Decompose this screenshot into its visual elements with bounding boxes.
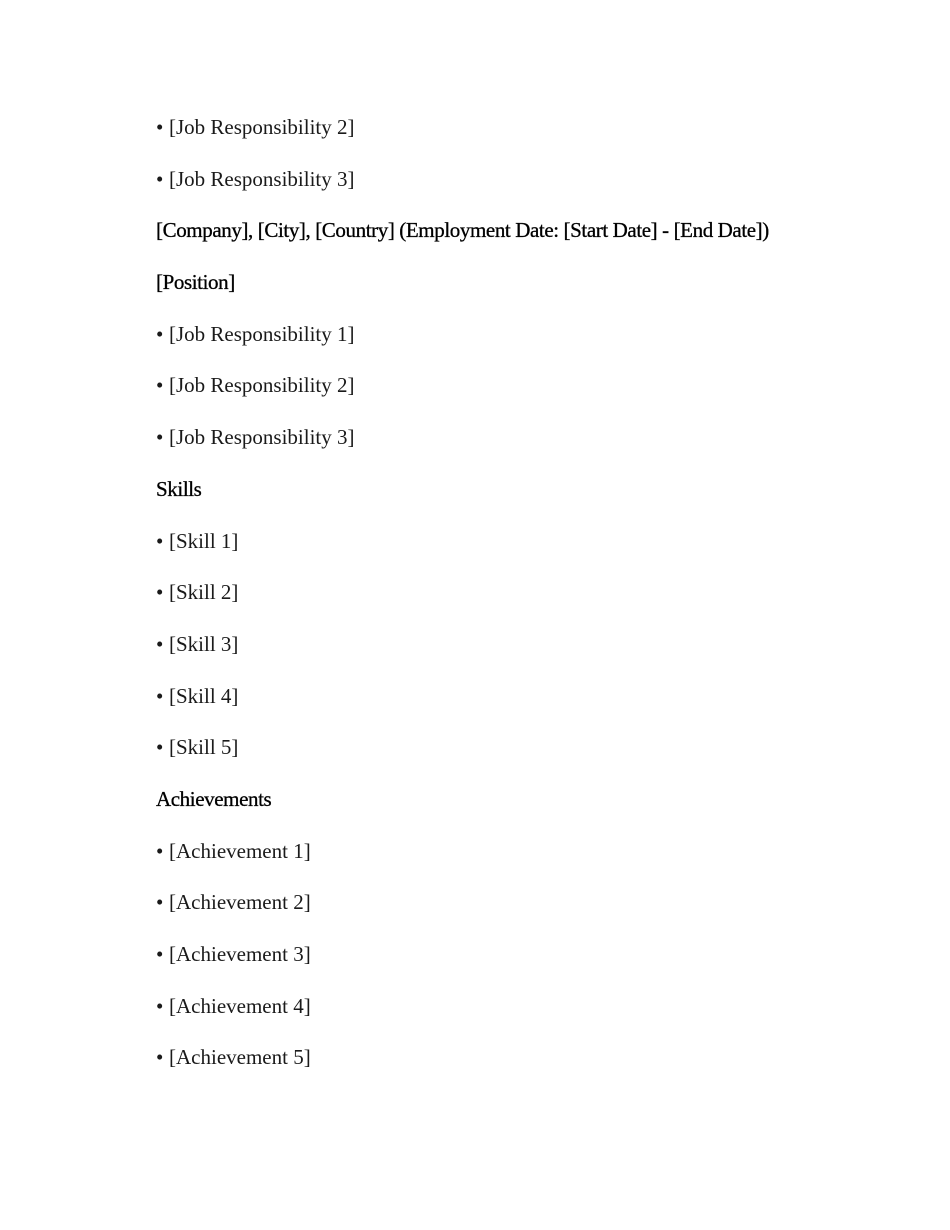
- bullet-text: [Achievement 1]: [169, 838, 311, 863]
- bullet-item-job-responsibility-2: [156, 371, 876, 423]
- bullet-glyph: •: [156, 838, 164, 863]
- bullet-text: [Skill 5]: [169, 735, 239, 760]
- bullet-text: [Job Responsibility 1]: [169, 321, 355, 346]
- bullet-text: [Achievement 3]: [169, 942, 311, 966]
- bullet-glyph: •: [156, 580, 164, 605]
- achievements-heading: Achievements: [156, 786, 272, 811]
- bullet-item-skill-2: [156, 578, 876, 630]
- bullet-glyph: •: [156, 425, 164, 450]
- bullet-text: [Job Responsibility 3]: [169, 425, 355, 450]
- bullet-glyph: •: [156, 631, 164, 656]
- bullet-text: [Job Responsibility 3]: [169, 166, 355, 191]
- bullet-text: [Job Responsibility 2]: [169, 115, 355, 139]
- document-page: [156, 113, 876, 1095]
- bullet-glyph: •: [156, 528, 164, 553]
- bullet-item-job-responsibility-1: [156, 320, 876, 372]
- bullet-glyph: •: [156, 115, 164, 139]
- skills-heading: Skills: [156, 476, 202, 501]
- bullet-item-job-responsibility-3: [156, 423, 876, 475]
- bullet-item-job-responsibility-3: [156, 165, 876, 217]
- bullet-text: [Skill 1]: [169, 528, 239, 553]
- bullet-text: [Job Responsibility 2]: [169, 373, 355, 398]
- bullet-item-achievement-5: [156, 1043, 876, 1095]
- bullet-item-achievement-4: [156, 992, 876, 1044]
- bullet-text: [Achievement 5]: [169, 1045, 311, 1070]
- bullet-text: [Skill 3]: [169, 631, 239, 656]
- bullet-text: [Achievement 2]: [169, 890, 311, 915]
- bullet-item-achievement-3: [156, 940, 876, 992]
- bullet-item-skill-5: [156, 733, 876, 785]
- bullet-glyph: •: [156, 373, 164, 398]
- bullet-glyph: •: [156, 321, 164, 346]
- bullet-item-skill-3: [156, 630, 876, 682]
- bullet-item-skill-4: [156, 682, 876, 734]
- bullet-glyph: •: [156, 735, 164, 760]
- bullet-glyph: •: [156, 993, 164, 1018]
- bullet-text: [Achievement 4]: [169, 993, 311, 1018]
- bullet-item-achievement-2: [156, 888, 876, 940]
- bullet-item-skill-1: [156, 527, 876, 579]
- position-heading: [Position]: [156, 270, 235, 295]
- bullet-item-job-responsibility-2: [156, 113, 876, 165]
- bullet-glyph: •: [156, 890, 164, 915]
- company-employment-heading: [Company], [City], [Country] (Employment Date: [Start Date] - [End Date]): [156, 218, 769, 243]
- bullet-text: [Skill 2]: [169, 580, 239, 605]
- bullet-item-achievement-1: [156, 837, 876, 889]
- bullet-glyph: •: [156, 942, 164, 966]
- bullet-glyph: •: [156, 683, 164, 708]
- bullet-glyph: •: [156, 166, 164, 191]
- bullet-text: [Skill 4]: [169, 683, 239, 708]
- bullet-glyph: •: [156, 1045, 164, 1070]
